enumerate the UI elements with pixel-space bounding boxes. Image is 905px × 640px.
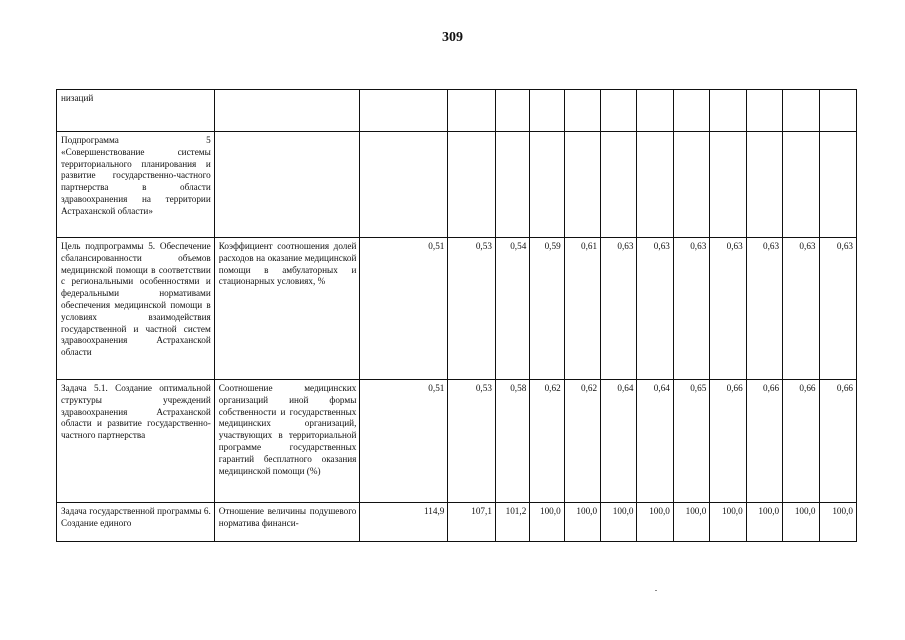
value-cell: 100,0: [710, 503, 746, 542]
value-cell: 0,59: [530, 238, 564, 380]
value-cell: 0,63: [601, 238, 637, 380]
table-row: [57, 132, 857, 238]
value-cell: [637, 132, 673, 238]
value-cell: [710, 90, 746, 132]
indicator-cell: Соотношение медицинских организаций иной формы собственности и государственных медицинских организаций, участвующих в территориальной программе государственных гарантий бесплатного оказания медицинской помощи (%): [214, 380, 360, 503]
value-cell: 0,63: [637, 238, 673, 380]
value-cell: 100,0: [530, 503, 564, 542]
value-cell: 100,0: [564, 503, 600, 542]
value-cell: 0,62: [564, 380, 600, 503]
value-cell: [637, 90, 673, 132]
value-cell: 0,62: [530, 380, 564, 503]
value-cell: [601, 132, 637, 238]
value-cell: [564, 90, 600, 132]
value-cell: 0,53: [448, 238, 496, 380]
value-cell: 0,63: [819, 238, 857, 380]
row-label: Подпрограмма 5 «Совершенствование системы территориального планирования и развитие государственно-частного партнерства в области здравоохранения на территории Астраханской области»: [57, 132, 215, 238]
value-cell: 0,63: [673, 238, 709, 380]
value-cell: [564, 132, 600, 238]
value-cell: 100,0: [746, 503, 782, 542]
value-cell: [360, 132, 448, 238]
indicator-cell: Коэффициент соотношения долей расходов на оказание медицинской помощи в амбулаторных и стационарных условиях, %: [214, 238, 360, 380]
table-row: [57, 503, 857, 542]
value-cell: 0,66: [710, 380, 746, 503]
value-cell: 0,66: [783, 380, 819, 503]
value-cell: 100,0: [601, 503, 637, 542]
value-cell: 0,64: [637, 380, 673, 503]
row-label: Цель подпрограммы 5. Обеспечение сбалансированности объемов медицинской помощи в соответствии с региональными особенностями и федеральными нормативами обеспечения медицинской помощи в условиях взаимодействия государственной и частной систем здравоохранения Астраханской области: [57, 238, 215, 380]
value-cell: 0,63: [746, 238, 782, 380]
value-cell: 0,66: [819, 380, 857, 503]
value-cell: [360, 90, 448, 132]
value-cell: 100,0: [637, 503, 673, 542]
value-cell: 0,61: [564, 238, 600, 380]
value-cell: [710, 132, 746, 238]
indicator-cell: Отношение величины подушевого норматива финанси-: [214, 503, 360, 542]
value-cell: 0,51: [360, 380, 448, 503]
value-cell: [819, 90, 857, 132]
value-cell: [746, 132, 782, 238]
row-label: низаций: [57, 90, 215, 132]
value-cell: 0,54: [495, 238, 529, 380]
value-cell: [448, 132, 496, 238]
value-cell: 0,53: [448, 380, 496, 503]
value-cell: 100,0: [673, 503, 709, 542]
page-number: 309: [442, 30, 463, 45]
indicator-cell: [214, 90, 360, 132]
value-cell: 0,63: [783, 238, 819, 380]
value-cell: [673, 132, 709, 238]
value-cell: [673, 90, 709, 132]
value-cell: [783, 132, 819, 238]
value-cell: [530, 132, 564, 238]
table-row: [57, 380, 857, 503]
table-row: [57, 90, 857, 132]
value-cell: 100,0: [783, 503, 819, 542]
row-label: Задача государственной программы 6. Создание единого: [57, 503, 215, 542]
value-cell: [819, 132, 857, 238]
value-cell: 0,58: [495, 380, 529, 503]
value-cell: [783, 90, 819, 132]
value-cell: [448, 90, 496, 132]
value-cell: [601, 90, 637, 132]
scan-speck: [655, 590, 657, 591]
table-row: [57, 238, 857, 380]
indicators-table: [56, 89, 857, 542]
value-cell: 0,65: [673, 380, 709, 503]
value-cell: 114,9: [360, 503, 448, 542]
value-cell: 0,66: [746, 380, 782, 503]
indicator-cell: [214, 132, 360, 238]
row-label: Задача 5.1. Создание оптимальной структуры учреждений здравоохранения Астраханской области и развитие государственно-частного партнерства: [57, 380, 215, 503]
value-cell: 100,0: [819, 503, 857, 542]
value-cell: [495, 90, 529, 132]
value-cell: 101,2: [495, 503, 529, 542]
value-cell: 0,51: [360, 238, 448, 380]
value-cell: 0,64: [601, 380, 637, 503]
value-cell: 107,1: [448, 503, 496, 542]
value-cell: [495, 132, 529, 238]
value-cell: [746, 90, 782, 132]
value-cell: [530, 90, 564, 132]
value-cell: 0,63: [710, 238, 746, 380]
